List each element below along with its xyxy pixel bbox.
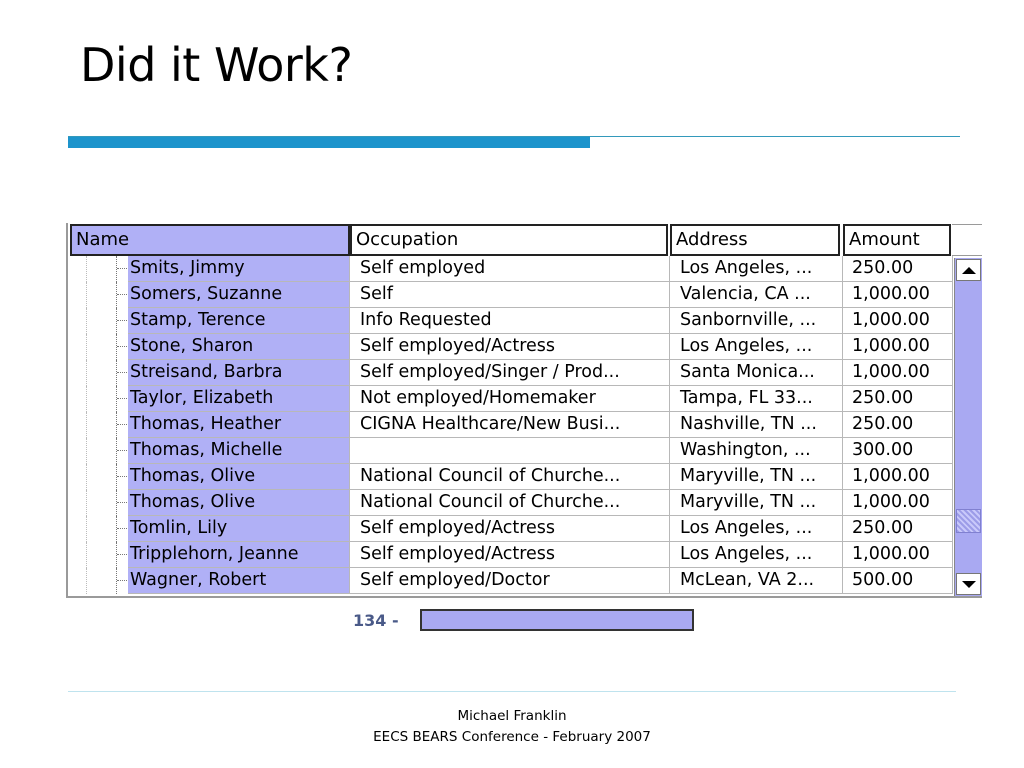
table-row[interactable] [68, 490, 953, 516]
cell-address[interactable]: Sanbornville, ... [670, 308, 843, 334]
tree-connector [68, 256, 128, 282]
cell-amount[interactable]: 1,000.00 [843, 464, 953, 490]
column-header-amount[interactable]: Amount [843, 224, 951, 256]
cell-address[interactable]: Valencia, CA ... [670, 282, 843, 308]
cell-occupation[interactable]: Self employed/Actress [350, 516, 670, 542]
cell-occupation[interactable]: Not employed/Homemaker [350, 386, 670, 412]
tree-connector [68, 568, 128, 594]
footer-rule [68, 691, 956, 692]
cell-amount[interactable]: 1,000.00 [843, 282, 953, 308]
tree-connector [68, 516, 128, 542]
table-row[interactable] [68, 542, 953, 568]
cell-name[interactable]: Thomas, Olive [128, 490, 350, 516]
cell-address[interactable]: Washington, ... [670, 438, 843, 464]
cell-name[interactable]: Thomas, Michelle [128, 438, 350, 464]
column-header-name[interactable]: Name [70, 224, 350, 256]
cell-name[interactable]: Thomas, Heather [128, 412, 350, 438]
cell-occupation[interactable]: Info Requested [350, 308, 670, 334]
cell-address[interactable]: Nashville, TN ... [670, 412, 843, 438]
column-header-address[interactable]: Address [670, 224, 840, 256]
cell-address[interactable]: Los Angeles, ... [670, 516, 843, 542]
cell-occupation[interactable]: Self employed/Singer / Prod... [350, 360, 670, 386]
table-row[interactable] [68, 282, 953, 308]
tree-connector [68, 282, 128, 308]
table-row[interactable] [68, 438, 953, 464]
slide-title: Did it Work? [80, 38, 353, 92]
tree-connector [68, 334, 128, 360]
cell-occupation[interactable]: CIGNA Healthcare/New Busi... [350, 412, 670, 438]
arrow-up-icon [962, 267, 976, 274]
cell-name[interactable]: Smits, Jimmy [128, 256, 350, 282]
cell-name[interactable]: Taylor, Elizabeth [128, 386, 350, 412]
progress-bar [420, 609, 694, 631]
cell-occupation[interactable]: Self employed/Actress [350, 542, 670, 568]
cell-amount[interactable]: 1,000.00 [843, 360, 953, 386]
cell-address[interactable]: Santa Monica... [670, 360, 843, 386]
cell-address[interactable]: Maryville, TN ... [670, 464, 843, 490]
cell-amount[interactable]: 250.00 [843, 412, 953, 438]
table-row[interactable] [68, 516, 953, 542]
cell-name[interactable]: Thomas, Olive [128, 464, 350, 490]
footer-event: EECS BEARS Conference - February 2007 [373, 729, 651, 745]
tree-connector [68, 308, 128, 334]
cell-address[interactable]: Los Angeles, ... [670, 256, 843, 282]
header-corner [952, 224, 982, 256]
progress-fill [422, 611, 692, 629]
cell-occupation[interactable]: Self employed/Actress [350, 334, 670, 360]
cell-name[interactable]: Tripplehorn, Jeanne [128, 542, 350, 568]
cell-occupation[interactable]: Self employed/Doctor [350, 568, 670, 594]
table-row[interactable] [68, 386, 953, 412]
tree-connector [68, 490, 128, 516]
table-row[interactable] [68, 568, 953, 594]
cell-name[interactable]: Stone, Sharon [128, 334, 350, 360]
title-rule-thick [68, 137, 590, 148]
cell-amount[interactable]: 500.00 [843, 568, 953, 594]
cell-name[interactable]: Stamp, Terence [128, 308, 350, 334]
table-row[interactable] [68, 464, 953, 490]
tree-connector [68, 438, 128, 464]
cell-amount[interactable]: 250.00 [843, 256, 953, 282]
column-header-occupation[interactable]: Occupation [350, 224, 668, 256]
cell-occupation[interactable]: Self [350, 282, 670, 308]
tree-connector [68, 412, 128, 438]
slide-footer [0, 706, 1024, 748]
scroll-thumb[interactable] [956, 509, 981, 533]
cell-address[interactable]: McLean, VA 2... [670, 568, 843, 594]
cell-name[interactable]: Wagner, Robert [128, 568, 350, 594]
cell-amount[interactable]: 1,000.00 [843, 490, 953, 516]
cell-address[interactable]: Los Angeles, ... [670, 334, 843, 360]
cell-address[interactable]: Los Angeles, ... [670, 542, 843, 568]
cell-name[interactable]: Tomlin, Lily [128, 516, 350, 542]
cell-amount[interactable]: 250.00 [843, 516, 953, 542]
vertical-scrollbar[interactable] [954, 258, 982, 596]
tree-connector [68, 464, 128, 490]
cell-address[interactable]: Maryville, TN ... [670, 490, 843, 516]
cell-address[interactable]: Tampa, FL 33... [670, 386, 843, 412]
cell-amount[interactable]: 1,000.00 [843, 308, 953, 334]
tree-connector [68, 386, 128, 412]
tree-connector [68, 360, 128, 386]
cell-occupation[interactable] [350, 438, 670, 464]
cell-amount[interactable]: 250.00 [843, 386, 953, 412]
record-count-label: 134 - [353, 611, 399, 630]
cell-amount[interactable]: 300.00 [843, 438, 953, 464]
table-row[interactable] [68, 256, 953, 282]
arrow-down-icon [962, 581, 976, 588]
table-row[interactable] [68, 412, 953, 438]
table-row[interactable] [68, 308, 953, 334]
cell-name[interactable]: Somers, Suzanne [128, 282, 350, 308]
cell-amount[interactable]: 1,000.00 [843, 542, 953, 568]
cell-occupation[interactable]: National Council of Churche... [350, 464, 670, 490]
table-row[interactable] [68, 334, 953, 360]
scroll-down-button[interactable] [956, 573, 981, 595]
footer-author: Michael Franklin [457, 708, 567, 724]
cell-name[interactable]: Streisand, Barbra [128, 360, 350, 386]
tree-connector [68, 542, 128, 568]
table-row[interactable] [68, 360, 953, 386]
cell-amount[interactable]: 1,000.00 [843, 334, 953, 360]
cell-occupation[interactable]: National Council of Churche... [350, 490, 670, 516]
results-grid[interactable] [66, 223, 982, 598]
cell-occupation[interactable]: Self employed [350, 256, 670, 282]
scroll-up-button[interactable] [956, 259, 981, 281]
